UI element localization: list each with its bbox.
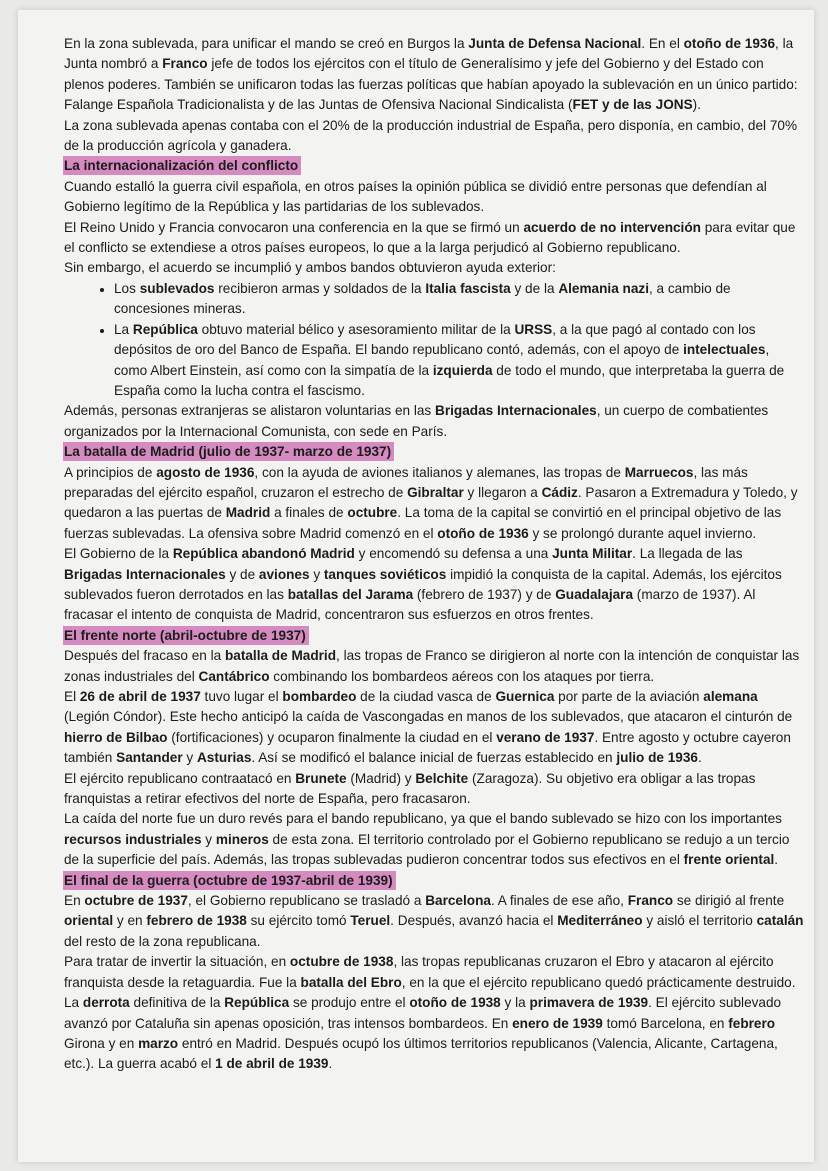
bold-text: recursos industriales (64, 831, 202, 847)
bullet-list-item (114, 279, 804, 320)
bold-text: primavera de 1939 (529, 995, 649, 1011)
text-run: y (309, 566, 324, 582)
text-run: impidió la conquista de la capital. Además, los ejércitos sublevados fueron derrotados en las (64, 566, 782, 602)
bold-text: febrero (728, 1015, 776, 1031)
bold-text: julio de 1936 (616, 750, 698, 766)
text-run: , las más preparadas del ejército español, cruzaron el estrecho de (64, 464, 748, 500)
text-run: entró en Madrid. Después ocupó los últimos territorios republicanos (Valencia, Alicante, Cartagena, etc.). La guerra acabó el (64, 1035, 778, 1072)
text-run: La (114, 321, 133, 337)
bold-text: agosto de 1936 (156, 464, 255, 480)
text-run: (febrero de 1937) y de (413, 586, 556, 602)
text-run: , con la ayuda de aviones italianos y alemanes, las tropas de (254, 464, 625, 480)
section-heading: El final de la guerra (octubre de 1937-abril de 1939) (63, 871, 396, 890)
text-run: tomó Barcelona, en (602, 1015, 729, 1031)
bold-text: Mediterráneo (557, 913, 643, 929)
text-run: El Gobierno de la (64, 546, 173, 562)
section-heading-row (64, 156, 804, 176)
text-run: , las tropas republicanas cruzaron el Ebro y atacaron al ejército franquista desde la retaguardia. Fue la (64, 954, 774, 990)
text-run: El (64, 689, 80, 704)
bold-text: acuerdo de no intervención (523, 219, 701, 235)
text-run: y de (225, 566, 259, 582)
text-run: jefe de todos los ejércitos con el título de Generalísimo y jefe del Gobierno y del Estado con plenos poderes. También se unificaron todas las fuerzas políticas que habían apoyado la sublevación en un único partido: Falange Española Tradicionalista y de las Juntas de Ofensiva Nacional Sindicalista ( (64, 56, 798, 113)
bold-text: Alemania nazi (558, 280, 649, 296)
bold-text: otoño de 1938 (409, 995, 501, 1011)
text-run: Girona y en (64, 1035, 139, 1051)
text-run: , el Gobierno republicano se trasladó a (187, 893, 426, 909)
document-page (18, 10, 814, 1162)
text-run: (marzo de 1937). Al fracasar el intento de conquista de Madrid, concentraron sus esfuerzos en otros frentes. (64, 586, 756, 623)
bold-text: Guernica (495, 689, 555, 704)
bold-text: aviones (258, 566, 310, 582)
paragraph (64, 401, 804, 442)
section-heading-row (64, 871, 804, 891)
text-run: y la (500, 995, 530, 1011)
section-heading: La batalla de Madrid (julio de 1937- marzo de 1937) (63, 442, 394, 461)
text-run: (Legión Cóndor). Este hecho anticipó la caída de Vascongadas en manos de los sublevados, que atacaron el cinturón de (64, 709, 793, 725)
text-run: En (64, 893, 85, 909)
text-run: Sin embargo, el acuerdo se incumplió y ambos bandos obtuvieron ayuda exterior: (64, 260, 556, 276)
bold-text: izquierda (432, 362, 493, 378)
text-run: . La llegada de las (632, 546, 743, 562)
bullet-list (64, 279, 804, 401)
bold-text: febrero de 1938 (146, 913, 247, 929)
text-run: , a cambio de concesiones mineras. (114, 280, 731, 317)
text-run: , las tropas de Franco se dirigieron al norte con la intención de conquistar las zonas industriales del (64, 648, 800, 684)
paragraph (64, 177, 804, 218)
text-run: y encomendó su defensa a una (354, 546, 553, 562)
text-run: El Reino Unido y Francia convocaron una conferencia en la que se firmó un (64, 219, 524, 235)
paragraph (64, 116, 804, 157)
text-run: , a la que pagó al contado con los depósitos de oro del Banco de España. El bando republicano contó, además, con el apoyo de (114, 321, 756, 358)
bold-text: intelectuales (683, 342, 766, 358)
paragraph (64, 34, 804, 116)
paragraph (64, 463, 804, 545)
text-run: ). (692, 97, 701, 113)
paragraph (64, 952, 804, 993)
bold-text: batallas del Jarama (287, 586, 414, 602)
paragraph (64, 218, 804, 259)
bold-text: Cantábrico (198, 668, 270, 684)
bold-text: mineros (215, 831, 269, 847)
bullet-list-item (114, 320, 804, 402)
bold-text: Brunete (295, 770, 347, 786)
text-run: a finales de (270, 505, 348, 521)
text-run: (fortificaciones) y ocuparon finalmente la ciudad en el (167, 729, 497, 745)
text-run: y (182, 750, 197, 766)
bold-text: Madrid (225, 505, 271, 521)
text-run: , la Junta nombró a (64, 36, 794, 72)
bold-text: Italia fascista (425, 280, 511, 296)
text-run: del resto de la zona republicana. (64, 933, 261, 949)
text-run: y se prolongó durante aquel invierno. (528, 525, 757, 541)
bold-text: Guadalajara (555, 586, 634, 602)
text-run: A principios de (64, 464, 157, 480)
document-body (64, 34, 804, 1075)
text-run: obtuvo material bélico y asesoramiento militar de la (197, 321, 515, 337)
text-run: . Así se modificó el balance inicial de fuerzas establecido en (251, 750, 617, 766)
text-run: , como Albert Einstein, así como con la simpatía de la (114, 342, 770, 378)
bold-text: República abandonó Madrid (172, 546, 355, 562)
text-run: , en la que el ejército republicano quedó prácticamente destruido. (401, 974, 796, 990)
text-run: y aisló el territorio (642, 913, 757, 929)
bold-text: Asturias (196, 750, 252, 766)
bold-text: marzo (138, 1035, 179, 1051)
text-run: (Zaragoza). Su objetivo era obligar a las tropas franquistas a retirar efectivos del norte de España, pero fracasaron. (64, 770, 756, 807)
text-run: para evitar que el conflicto se extendiese a otros países europeos, lo que a la larga perjudicó al Gobierno republicano. (64, 219, 796, 256)
text-run: y de la (510, 280, 559, 296)
bold-text: Santander (116, 750, 183, 766)
bold-text: octubre de 1938 (289, 954, 394, 970)
text-run: de la ciudad vasca de (356, 689, 496, 704)
section-heading-row (64, 442, 804, 462)
bold-text: Marruecos (624, 464, 694, 480)
text-run: de esta zona. El territorio controlado por el Gobierno republicano se redujo a un tercio de la superficie del país. Además, las tropas sublevadas pudieron concentrar todos sus efectivos en el (64, 831, 790, 868)
paragraph (64, 809, 804, 870)
text-run: recibieron armas y soldados de la (214, 280, 426, 296)
paragraph (64, 258, 804, 278)
bold-text: República (132, 321, 198, 337)
bold-text: batalla del Ebro (300, 974, 402, 990)
text-run: por parte de la aviación (554, 689, 704, 704)
text-run: de todo el mundo, que interpretaba la guerra de España como la lucha contra el fascismo. (114, 362, 785, 398)
text-run: . (328, 1056, 333, 1072)
bold-text: República (224, 995, 290, 1011)
section-heading: La internacionalización del conflicto (63, 156, 301, 175)
bold-text: FET y de las JONS (572, 97, 693, 113)
bold-text: URSS (514, 321, 553, 337)
paragraph (64, 646, 804, 687)
bold-text: Belchite (415, 770, 469, 786)
section-heading-row (64, 626, 804, 646)
bold-text: 26 de abril de 1937 (79, 689, 201, 704)
text-run: Además, personas extranjeras se alistaron voluntarias en las (64, 403, 436, 419)
bold-text: Brigadas Internacionales (435, 403, 597, 419)
bold-text: otoño de 1936 (683, 36, 776, 51)
text-run: su ejército tomó (246, 913, 351, 929)
text-run: . (697, 750, 702, 766)
bold-text: derrota (82, 995, 130, 1011)
bold-text: Junta Militar (552, 546, 633, 562)
bold-text: Franco (627, 893, 674, 909)
text-run: definitiva de la (129, 995, 225, 1011)
text-run: El ejército republicano contraatacó en (64, 770, 296, 786)
text-run: En la zona sublevada, para unificar el mando se creó en Burgos la (64, 36, 469, 51)
section-heading: El frente norte (abril-octubre de 1937) (63, 626, 309, 645)
text-run: La caída del norte fue un duro revés para el bando republicano, ya que el bando sublevado se hizo con los importantes (64, 811, 782, 827)
text-run: se dirigió al frente (673, 893, 785, 909)
bold-text: tanques soviéticos (323, 566, 447, 582)
bold-text: catalán (756, 913, 804, 929)
bold-text: Junta de Defensa Nacional (468, 36, 642, 51)
text-run: tuvo lugar el (200, 689, 283, 704)
bold-text: bombardeo (282, 689, 357, 704)
paragraph (64, 769, 804, 810)
bold-text: frente oriental (683, 852, 775, 868)
text-run: . Después, avanzó hacia el (390, 913, 558, 929)
text-run: . El ejército sublevado avanzó por Cataluña sin apenas oposición, tras intensos bombardeos. En (64, 995, 782, 1031)
text-run: La (64, 995, 83, 1011)
text-run: . Entre agosto y octubre cayeron también (64, 729, 791, 766)
text-run: y llegaron a (463, 484, 542, 500)
bold-text: sublevados (139, 280, 215, 296)
bold-text: Gibraltar (407, 484, 464, 500)
text-run: se produjo entre el (289, 995, 410, 1011)
text-run: Después del fracaso en la (64, 648, 225, 664)
text-run: (Madrid) y (346, 770, 416, 786)
paragraph (64, 993, 804, 1075)
bold-text: octubre (347, 505, 398, 521)
text-run: Los (114, 280, 140, 296)
bold-text: hierro de Bilbao (64, 729, 168, 745)
text-run: . Pasaron a Extremadura y Toledo, y quedaron a las puertas de (64, 484, 798, 521)
text-run: y (201, 831, 216, 847)
text-run: Cuando estalló la guerra civil española, en otros países la opinión pública se dividió entre personas que defendían al Gobierno legítimo de la República y las partidarias de los sublevados. (64, 178, 767, 215)
text-run: combinando los bombardeos aéreos con los ataques por tierra. (269, 668, 655, 684)
text-run: La zona sublevada apenas contaba con el 20% de la producción industrial de España, pero disponía, en cambio, del 70% de la producción agrícola y ganadera. (64, 117, 798, 154)
bold-text: Teruel (350, 913, 391, 929)
bold-text: verano de 1937 (496, 729, 595, 745)
paragraph (64, 891, 804, 952)
text-run: . La toma de la capital se convirtió en el principal objetivo de las fuerzas sublevadas. La ofensiva sobre Madrid comenzó en el (64, 505, 782, 541)
paragraph (64, 687, 804, 769)
bold-text: Barcelona (425, 893, 491, 909)
paragraph (64, 544, 804, 626)
bold-text: oriental (64, 913, 114, 929)
bold-text: 1 de abril de 1939 (215, 1056, 329, 1072)
bold-text: Brigadas Internacionales (64, 566, 226, 582)
text-run: . (774, 852, 779, 868)
bold-text: Cádiz (541, 484, 578, 500)
text-run: y en (113, 913, 147, 929)
text-run: , un cuerpo de combatientes organizados por la Internacional Comunista, con sede en París. (64, 403, 769, 439)
bold-text: alemana (703, 689, 758, 704)
bold-text: otoño de 1936 (437, 525, 529, 541)
text-run: . A finales de ese año, (490, 893, 628, 909)
bold-text: batalla de Madrid (224, 648, 337, 664)
bold-text: Franco (162, 56, 208, 72)
bold-text: enero de 1939 (512, 1015, 603, 1031)
text-run: . En el (641, 36, 684, 51)
text-run: Para tratar de invertir la situación, en (64, 954, 290, 970)
bold-text: octubre de 1937 (84, 893, 188, 909)
